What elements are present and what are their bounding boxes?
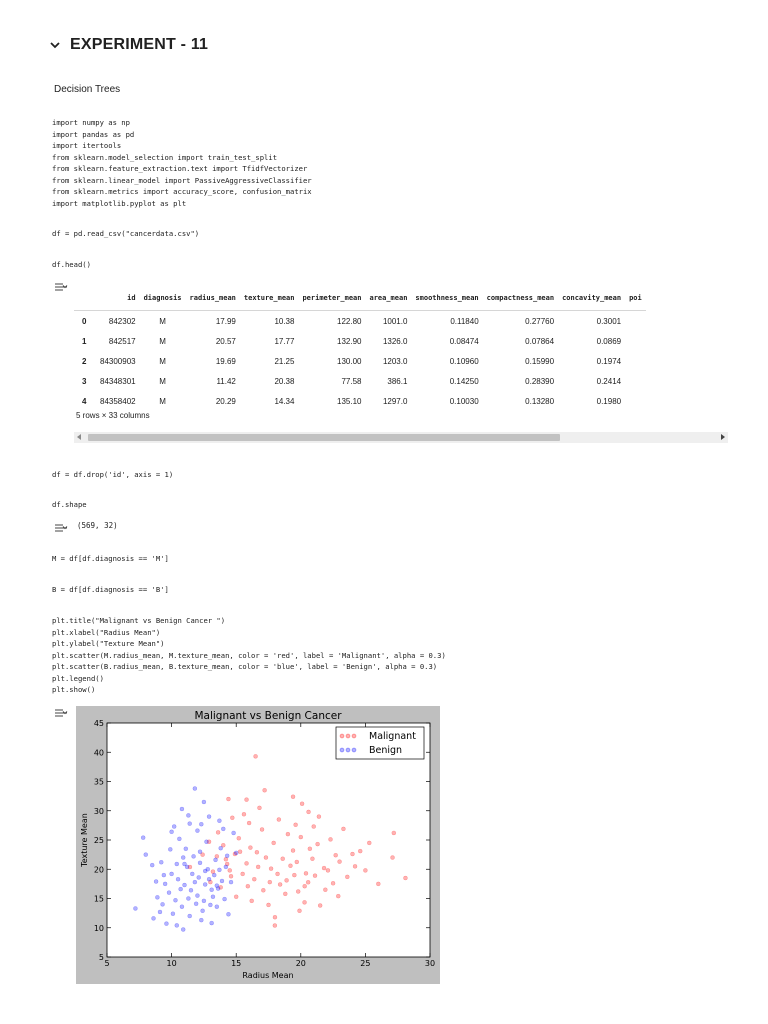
scatter-point-malignant — [345, 875, 349, 879]
scatter-point-malignant — [295, 860, 299, 864]
chart-legend — [336, 727, 424, 759]
scatter-point-malignant — [245, 798, 249, 802]
scatter-point-malignant — [322, 866, 326, 870]
scatter-point-benign — [175, 862, 179, 866]
table-cell: 17.99 — [215, 316, 236, 326]
scatter-point-benign — [181, 928, 185, 932]
chart-xlabel: Radius Mean — [242, 971, 294, 980]
table-cell: M — [159, 396, 166, 406]
x-tick-label: 20 — [295, 959, 306, 968]
y-tick-label: 40 — [93, 748, 104, 758]
table-header-row — [74, 286, 646, 311]
scatter-point-malignant — [300, 802, 304, 806]
y-tick-label: 15 — [93, 894, 104, 904]
legend-marker-malignant — [346, 734, 350, 738]
table-cell: 0.28390 — [525, 376, 555, 386]
table-cell: 20.29 — [215, 396, 236, 406]
table-cell: 84348301 — [100, 376, 136, 386]
table-cell: 0.0869 — [596, 336, 622, 346]
column-header: area_mean — [365, 286, 411, 311]
scroll-right-icon[interactable] — [721, 434, 725, 440]
scatter-point-benign — [203, 882, 207, 886]
table-cell: 130.00 — [337, 356, 362, 366]
scatter-point-benign — [202, 800, 206, 804]
scatter-point-benign — [202, 899, 206, 903]
y-tick-label: 45 — [93, 719, 104, 728]
scatter-point-malignant — [353, 864, 357, 868]
scatter-point-benign — [211, 895, 215, 899]
scatter-point-malignant — [304, 871, 308, 875]
scroll-left-icon[interactable] — [77, 434, 81, 440]
table-cell: 1203.0 — [382, 356, 408, 366]
scatter-point-malignant — [303, 884, 307, 888]
scatter-point-benign — [184, 847, 188, 851]
scatter-point-malignant — [294, 823, 298, 827]
table-cell: 842302 — [108, 316, 136, 326]
scatter-point-malignant — [298, 909, 302, 913]
scatter-point-benign — [144, 853, 148, 857]
scatter-point-benign — [219, 846, 223, 850]
table-cell: 0.10960 — [449, 356, 479, 366]
scatter-point-malignant — [376, 882, 380, 886]
x-tick-label: 30 — [424, 959, 436, 968]
table-body — [74, 311, 646, 412]
table-cell: 132.90 — [337, 336, 362, 346]
scatter-point-benign — [170, 830, 174, 834]
scatter-point-malignant — [299, 835, 303, 839]
scatter-point-malignant — [237, 836, 241, 840]
scatter-point-malignant — [313, 874, 317, 878]
table-cell: 20.38 — [274, 376, 295, 386]
table-cell: 3 — [82, 376, 87, 386]
dataframe-table — [74, 286, 646, 411]
scatter-point-malignant — [247, 821, 251, 825]
y-tick-label: 30 — [93, 806, 104, 816]
scatter-point-benign — [217, 868, 221, 872]
table-cell: 0.07864 — [525, 336, 555, 346]
scatter-point-benign — [186, 813, 190, 817]
column-header: radius_mean — [186, 286, 240, 311]
scatter-point-benign — [229, 880, 233, 884]
table-cell: 0.3001 — [596, 316, 622, 326]
scatter-point-benign — [162, 873, 166, 877]
table-cell: 0.15990 — [525, 356, 555, 366]
scatter-point-benign — [221, 827, 225, 831]
table-row — [74, 391, 646, 411]
column-header: perimeter_mean — [298, 286, 365, 311]
code-cell-head[interactable]: df.head() — [52, 260, 91, 269]
code-cell-imports[interactable]: import numpy as np import pandas as pd import itertools from sklearn.model_selection import train_test_split from sklearn.feature_extraction.text import TfidfVectorizer from sklearn.linear_model import PassiveAggressiveClassifier from sklearn.metrics import accuracy_score, confusion_matrix import matplotlib.pyplot as plt — [52, 118, 312, 208]
table-cell: 19.69 — [215, 356, 236, 366]
table-cell: 1326.0 — [382, 336, 408, 346]
scrollbar-thumb[interactable] — [88, 434, 560, 441]
scatter-point-malignant — [254, 754, 258, 758]
scatter-point-benign — [171, 912, 175, 916]
table-cell — [625, 371, 646, 391]
scatter-point-benign — [207, 877, 211, 881]
table-cell: 1001.0 — [382, 316, 408, 326]
scatter-point-malignant — [334, 853, 338, 857]
table-cell: 0.1980 — [596, 396, 622, 406]
scatter-point-malignant — [273, 924, 277, 928]
table-cell: 0.11840 — [450, 316, 479, 326]
column-header: diagnosis — [140, 286, 186, 311]
scatter-point-malignant — [255, 850, 259, 854]
scatter-point-malignant — [318, 904, 322, 908]
scatter-point-benign — [198, 850, 202, 854]
scatter-point-benign — [220, 879, 224, 883]
scatter-point-benign — [210, 888, 214, 892]
scatter-point-benign — [164, 922, 168, 926]
table-cell: M — [159, 336, 166, 346]
legend-marker-benign — [346, 748, 350, 752]
scatter-point-malignant — [329, 837, 333, 841]
scatter-point-malignant — [316, 842, 320, 846]
scatter-point-malignant — [338, 860, 342, 864]
table-cell: 4 — [82, 396, 87, 406]
section-title: EXPERIMENT - 11 — [70, 36, 209, 53]
legend-marker-benign — [352, 748, 356, 752]
scatter-point-benign — [225, 854, 229, 858]
table-cell — [625, 331, 646, 351]
scatter-point-benign — [150, 863, 154, 867]
scatter-point-malignant — [250, 899, 254, 903]
table-cell: 84300903 — [100, 356, 136, 366]
y-tick-label: 5 — [98, 953, 104, 962]
scatter-point-benign — [173, 898, 177, 902]
scatter-point-benign — [158, 910, 162, 914]
scatter-point-malignant — [326, 868, 330, 872]
scatter-point-malignant — [269, 867, 273, 871]
scatter-point-benign — [194, 902, 198, 906]
legend-marker-malignant — [352, 734, 356, 738]
column-header: texture_mean — [240, 286, 299, 311]
table-cell: 0.14250 — [449, 376, 479, 386]
table-row — [74, 331, 646, 351]
scatter-point-malignant — [336, 894, 340, 898]
table-cell: 1297.0 — [382, 396, 408, 406]
scatter-point-benign — [199, 822, 203, 826]
x-tick-label: 15 — [231, 959, 242, 968]
table-cell: 0.10030 — [449, 396, 479, 406]
scatter-point-benign — [188, 822, 192, 826]
scatter-point-benign — [161, 902, 165, 906]
chart-title: Malignant vs Benign Cancer — [194, 710, 342, 722]
dataframe-summary: 5 rows × 33 columns — [76, 411, 150, 420]
scatter-point-benign — [159, 860, 163, 864]
scatter-point-malignant — [403, 876, 407, 880]
table-cell: 135.10 — [337, 396, 362, 406]
table-cell: 122.80 — [337, 316, 362, 326]
scatter-point-benign — [133, 906, 137, 910]
column-header: concavity_mean — [558, 286, 625, 311]
scatter-point-malignant — [261, 888, 265, 892]
output-toggle-icon[interactable] — [54, 523, 68, 533]
table-cell: 17.77 — [274, 336, 295, 346]
scatter-point-benign — [168, 847, 172, 851]
y-tick-label: 35 — [93, 777, 104, 787]
scatter-point-benign — [189, 888, 193, 892]
scatter-point-malignant — [285, 878, 289, 882]
output-toggle-icon[interactable] — [54, 708, 68, 718]
scatter-point-benign — [170, 872, 174, 876]
table-cell: 0.27760 — [525, 316, 555, 326]
scatter-point-malignant — [241, 872, 245, 876]
scatter-point-malignant — [234, 895, 238, 899]
scatter-point-benign — [183, 883, 187, 887]
scatter-point-malignant — [260, 827, 264, 831]
table-row — [74, 371, 646, 391]
scatter-point-malignant — [281, 857, 285, 861]
output-toggle-icon[interactable] — [54, 282, 68, 292]
scatter-point-benign — [193, 880, 197, 884]
scatter-point-benign — [141, 836, 145, 840]
column-header: smoothness_mean — [411, 286, 482, 311]
scatter-point-benign — [215, 905, 219, 909]
scatter-point-malignant — [363, 868, 367, 872]
scatter-point-benign — [188, 914, 192, 918]
table-cell: 2 — [82, 356, 87, 366]
table-cell: 0.1974 — [596, 356, 622, 366]
scatter-point-malignant — [277, 818, 281, 822]
scatter-point-malignant — [358, 849, 362, 853]
legend-marker-malignant — [340, 734, 344, 738]
code-cell-drop[interactable]: df = df.drop('id', axis = 1) — [52, 470, 174, 479]
scatter-point-benign — [204, 840, 208, 844]
table-cell: 84358402 — [100, 396, 136, 406]
column-header: id — [96, 286, 140, 311]
x-tick-label: 10 — [166, 959, 177, 968]
scatter-point-malignant — [283, 892, 287, 896]
scatter-point-malignant — [331, 881, 335, 885]
scatter-point-malignant — [291, 849, 295, 853]
scatter-point-benign — [167, 891, 171, 895]
scatter-point-malignant — [310, 857, 314, 861]
scatter-point-benign — [183, 862, 187, 866]
scatter-point-malignant — [228, 868, 232, 872]
table-cell: 0.2414 — [596, 376, 622, 386]
scatter-point-malignant — [317, 815, 321, 819]
scatter-point-malignant — [248, 846, 252, 850]
scatter-point-malignant — [252, 877, 256, 881]
scatter-point-benign — [179, 887, 183, 891]
table-cell: 386.1 — [387, 376, 408, 386]
table-cell: 1 — [82, 336, 87, 346]
scatter-point-benign — [226, 912, 230, 916]
scatter-point-malignant — [273, 915, 277, 919]
table-cell: 0.13280 — [525, 396, 555, 406]
scatter-point-benign — [176, 877, 180, 881]
scatter-point-benign — [154, 880, 158, 884]
scatter-point-benign — [181, 856, 185, 860]
scatter-point-benign — [180, 807, 184, 811]
table-cell: 21.25 — [274, 356, 295, 366]
scatter-point-malignant — [267, 903, 271, 907]
scatter-point-benign — [186, 897, 190, 901]
shape-output: (569, 32) — [77, 521, 118, 530]
x-tick-label: 25 — [360, 959, 371, 968]
table-row — [74, 311, 646, 332]
scatter-point-malignant — [272, 841, 276, 845]
scatter-point-benign — [212, 873, 216, 877]
scatter-point-benign — [175, 923, 179, 927]
code-cell-plot[interactable]: plt.title("Malignant vs Benign Cancer ") plt.xlabel("Radius Mean") plt.ylabel("Texture Mean") plt.scatter(M.radius_mean, M.texture_mean, color = 'red', label = 'Malignant', alpha = 0.3) plt.scatter(B.radius_mean, B.texture_mean, color = 'blue', label = 'Benign', alpha = 0.3) plt.legend() plt.show() — [52, 616, 446, 694]
scatter-point-benign — [195, 894, 199, 898]
scatter-point-benign — [224, 865, 228, 869]
table-cell: 14.34 — [274, 396, 295, 406]
scatter-point-benign — [210, 921, 214, 925]
scatter-point-malignant — [296, 889, 300, 893]
scatter-point-malignant — [278, 882, 282, 886]
scatter-point-benign — [197, 875, 201, 879]
scatter-point-malignant — [303, 900, 307, 904]
horizontal-scrollbar[interactable] — [74, 432, 728, 443]
y-tick-label: 20 — [93, 865, 104, 875]
legend-marker-benign — [340, 748, 344, 752]
table-cell — [625, 311, 646, 332]
scatter-point-malignant — [229, 874, 233, 878]
column-header: compactness_mean — [483, 286, 558, 311]
scatter-point-malignant — [256, 865, 260, 869]
table-cell: 842517 — [108, 336, 136, 346]
scatter-point-benign — [177, 837, 181, 841]
scatter-point-benign — [208, 903, 212, 907]
scatter-point-benign — [180, 905, 184, 909]
y-tick-label: 25 — [93, 836, 104, 845]
table-cell: M — [159, 356, 166, 366]
scatter-point-malignant — [268, 880, 272, 884]
dataframe-output — [74, 286, 728, 436]
scatter-point-benign — [203, 869, 207, 873]
x-tick-label: 5 — [104, 959, 110, 968]
y-tick-label: 10 — [93, 923, 104, 933]
scatter-point-benign — [163, 882, 167, 886]
scatter-point-benign — [215, 884, 219, 888]
code-cell-malignant[interactable]: M = df[df.diagnosis == 'M'] — [52, 554, 169, 563]
table-cell: 0.08474 — [449, 336, 479, 346]
scatter-point-malignant — [367, 841, 371, 845]
column-header — [74, 286, 96, 311]
scatter-point-benign — [198, 861, 202, 865]
scatter-point-benign — [207, 815, 211, 819]
scatter-point-malignant — [392, 831, 396, 835]
scatter-point-malignant — [246, 884, 250, 888]
scatter-point-malignant — [242, 812, 246, 816]
scatter-point-malignant — [350, 852, 354, 856]
scatter-point-malignant — [238, 850, 242, 854]
scatter-point-malignant — [264, 856, 268, 860]
table-cell: 20.57 — [215, 336, 236, 346]
chart-ylabel: Texture Mean — [80, 813, 89, 867]
scatter-point-malignant — [307, 810, 311, 814]
scatter-point-benign — [155, 895, 159, 899]
scatter-point-malignant — [288, 864, 292, 868]
legend-label-benign: Benign — [369, 745, 403, 756]
scatter-point-benign — [201, 909, 205, 913]
scatter-point-malignant — [291, 795, 295, 799]
scatter-point-benign — [223, 897, 227, 901]
scatter-point-malignant — [230, 816, 234, 820]
section-subtitle: Decision Trees — [54, 84, 121, 95]
table-cell: M — [159, 376, 166, 386]
code-cell-benign[interactable]: B = df[df.diagnosis == 'B'] — [52, 585, 169, 594]
legend-label-malignant: Malignant — [369, 731, 416, 742]
scatter-point-malignant — [323, 888, 327, 892]
scatter-point-benign — [234, 851, 238, 855]
scatter-point-malignant — [292, 873, 296, 877]
scatter-point-malignant — [245, 861, 249, 865]
table-row — [74, 351, 646, 371]
scatter-point-malignant — [286, 832, 290, 836]
section-heading — [48, 36, 208, 54]
scatter-point-benign — [192, 854, 196, 858]
table-cell: 10.38 — [274, 316, 295, 326]
scatter-point-malignant — [391, 856, 395, 860]
scatter-chart — [76, 706, 440, 984]
scatter-point-benign — [193, 787, 197, 791]
scatter-point-benign — [199, 918, 203, 922]
table-cell: 11.42 — [216, 376, 236, 386]
scatter-point-malignant — [341, 827, 345, 831]
scatter-point-benign — [232, 831, 236, 835]
scatter-point-malignant — [276, 872, 280, 876]
scatter-point-benign — [172, 825, 176, 829]
table-cell: 77.58 — [341, 376, 362, 386]
scatter-point-benign — [214, 858, 218, 862]
column-header: poi — [625, 286, 646, 311]
scatter-point-benign — [190, 872, 194, 876]
scatter-point-malignant — [226, 797, 230, 801]
scatter-point-malignant — [308, 847, 312, 851]
scatter-point-malignant — [257, 806, 261, 810]
chevron-down-icon[interactable] — [48, 38, 62, 52]
code-cell-shape[interactable]: df.shape — [52, 500, 87, 509]
table-cell: M — [159, 316, 166, 326]
scatter-point-benign — [217, 819, 221, 823]
scatter-point-malignant — [312, 825, 316, 829]
scatter-point-benign — [195, 829, 199, 833]
table-cell — [625, 351, 646, 371]
code-cell-read-csv[interactable]: df = pd.read_csv("cancerdata.csv") — [52, 229, 200, 238]
scatter-point-malignant — [306, 880, 310, 884]
table-cell — [625, 391, 646, 411]
table-cell: 0 — [82, 316, 87, 326]
scatter-point-malignant — [263, 788, 267, 792]
scatter-point-benign — [152, 916, 156, 920]
scatter-point-malignant — [216, 830, 220, 834]
